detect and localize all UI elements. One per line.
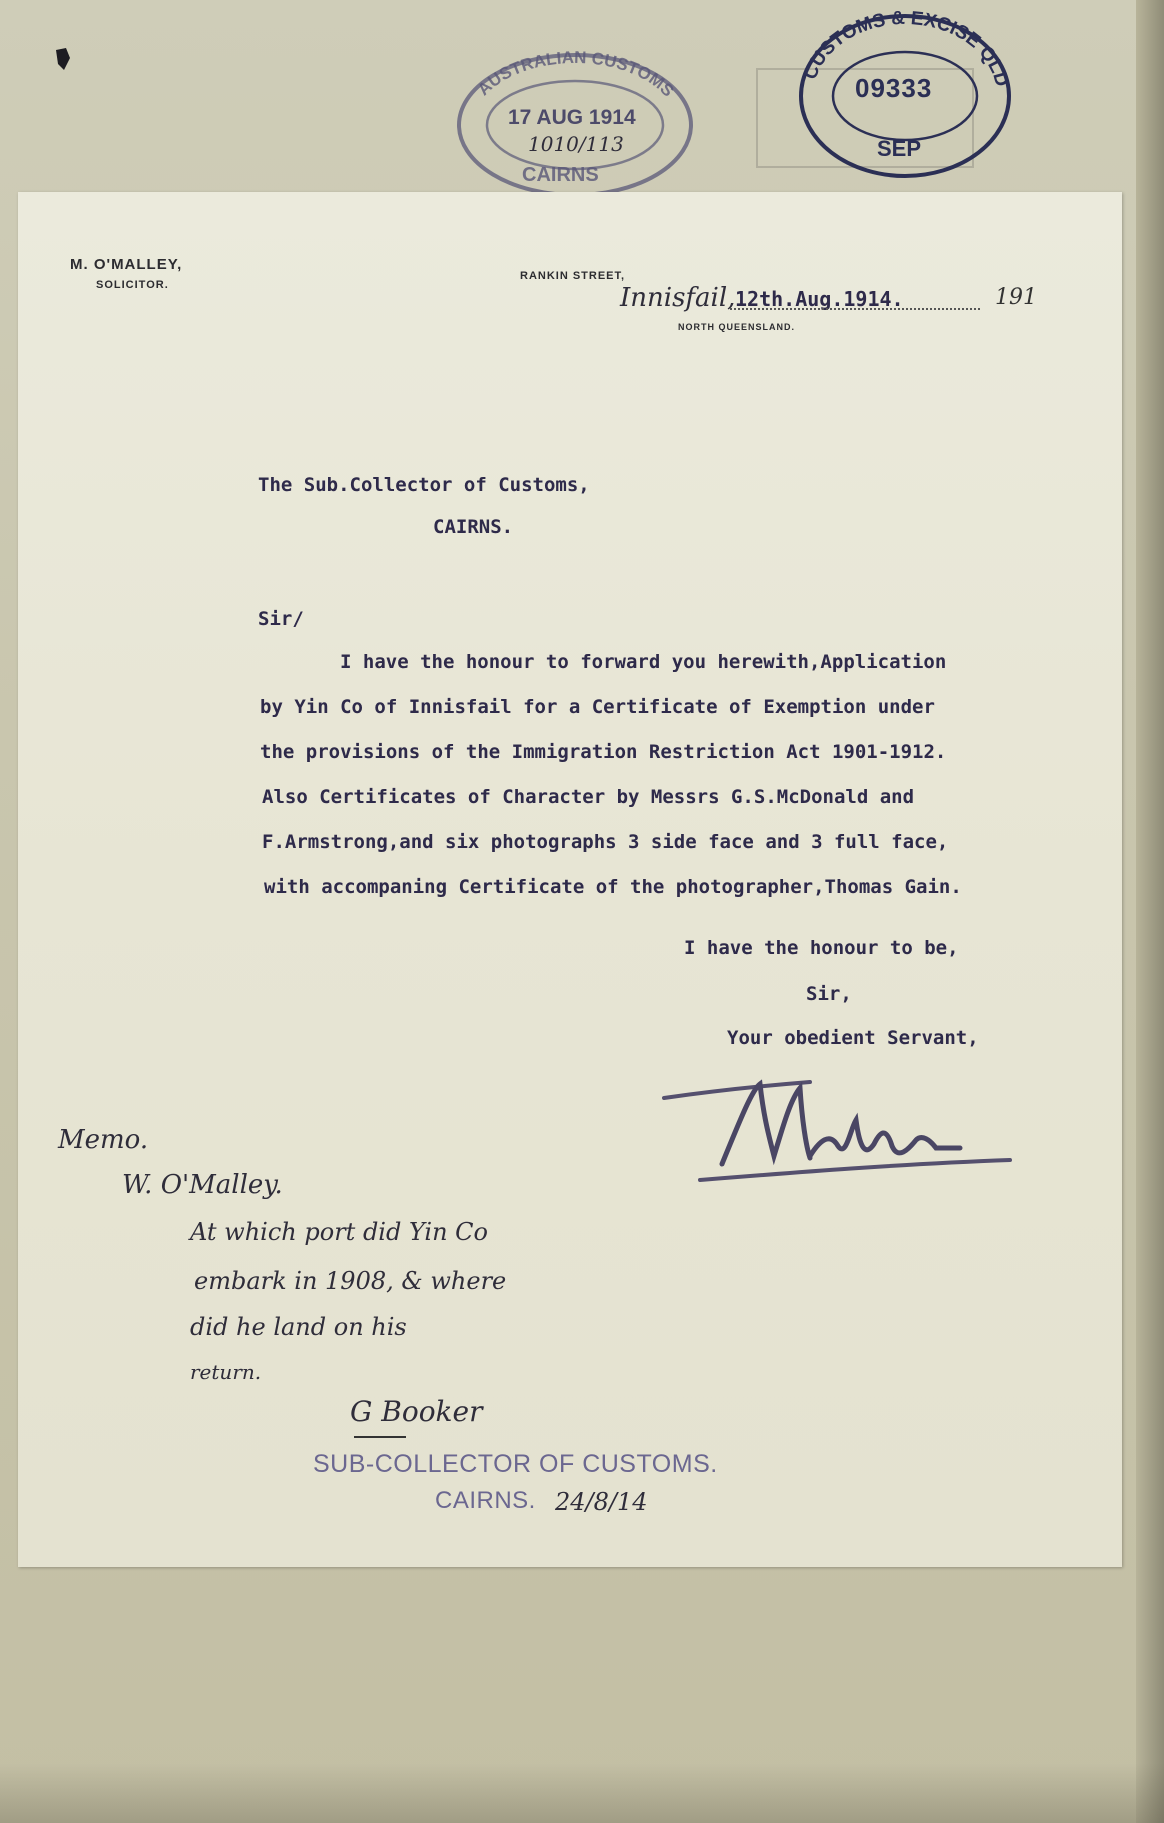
letterhead-place: Innisfail, xyxy=(620,283,736,313)
recipient-line-2: CAIRNS. xyxy=(433,516,514,538)
australian-customs-ring-text: AUSTRALIAN CUSTOMS xyxy=(473,50,678,101)
memo-heading: Memo. xyxy=(58,1125,149,1155)
salutation: Sir/ xyxy=(258,608,304,630)
svg-text:AUSTRALIAN CUSTOMS xyxy=(474,50,678,100)
australian-customs-date: 17 AUG 1914 xyxy=(508,106,636,129)
backing-edge xyxy=(1136,0,1164,1823)
letterhead-name: M. O'MALLEY, xyxy=(70,256,183,273)
signature-image xyxy=(660,1060,1020,1195)
recipient-line-1: The Sub.Collector of Customs, xyxy=(258,474,590,496)
customs-excise-month: SEP xyxy=(877,136,922,161)
memo-line: At which port did Yin Co xyxy=(190,1218,488,1246)
memo-line: embark in 1908, & where xyxy=(194,1267,507,1295)
body-line: F.Armstrong,and six photographs 3 side face and 3 full face, xyxy=(262,831,949,853)
closing-line-1: I have the honour to be, xyxy=(684,937,959,959)
closing-line-3: Your obedient Servant, xyxy=(727,1027,979,1049)
body-line: I have the honour to forward you herewith,Application xyxy=(340,651,947,673)
body-line: with accompaning Certificate of the photographer,Thomas Gain. xyxy=(264,876,962,898)
australian-customs-place: CAIRNS xyxy=(522,164,599,186)
memo-line: did he land on his xyxy=(190,1313,407,1341)
customs-excise-ring-text: CUSTOMS & EXCISE QLD xyxy=(799,8,1013,89)
office-stamp-date: 24/8/14 xyxy=(555,1488,648,1516)
closing-line-2: Sir, xyxy=(806,983,852,1005)
corner-ink-mark xyxy=(52,46,74,72)
letter-date: 12th.Aug.1914. xyxy=(735,287,904,311)
backing-shadow xyxy=(0,1763,1164,1823)
customs-excise-number: 09333 xyxy=(855,73,933,103)
australian-customs-number: 1010/113 xyxy=(528,132,624,156)
date-dotted-line xyxy=(730,308,980,310)
body-line: by Yin Co of Innisfail for a Certificate of Exemption under xyxy=(260,696,935,718)
memo-line: return. xyxy=(190,1360,262,1384)
body-line: the provisions of the Immigration Restriction Act 1901-1912. xyxy=(260,741,947,763)
letterhead-year: 191 xyxy=(995,285,1037,310)
office-stamp-line-1: SUB-COLLECTOR OF CUSTOMS. xyxy=(313,1450,718,1478)
letterhead-street: RANKIN STREET, xyxy=(520,270,626,282)
office-stamp-line-2: CAIRNS. xyxy=(435,1487,536,1514)
body-line: Also Certificates of Character by Messrs G.S.McDonald and xyxy=(262,786,915,808)
memo-signature: G Booker xyxy=(350,1395,483,1428)
memo-addressee: W. O'Malley. xyxy=(122,1170,283,1200)
letterhead-region: NORTH QUEENSLAND. xyxy=(678,322,796,332)
letterhead-title: SOLICITOR. xyxy=(96,279,169,291)
memo-signature-underline xyxy=(354,1436,406,1438)
